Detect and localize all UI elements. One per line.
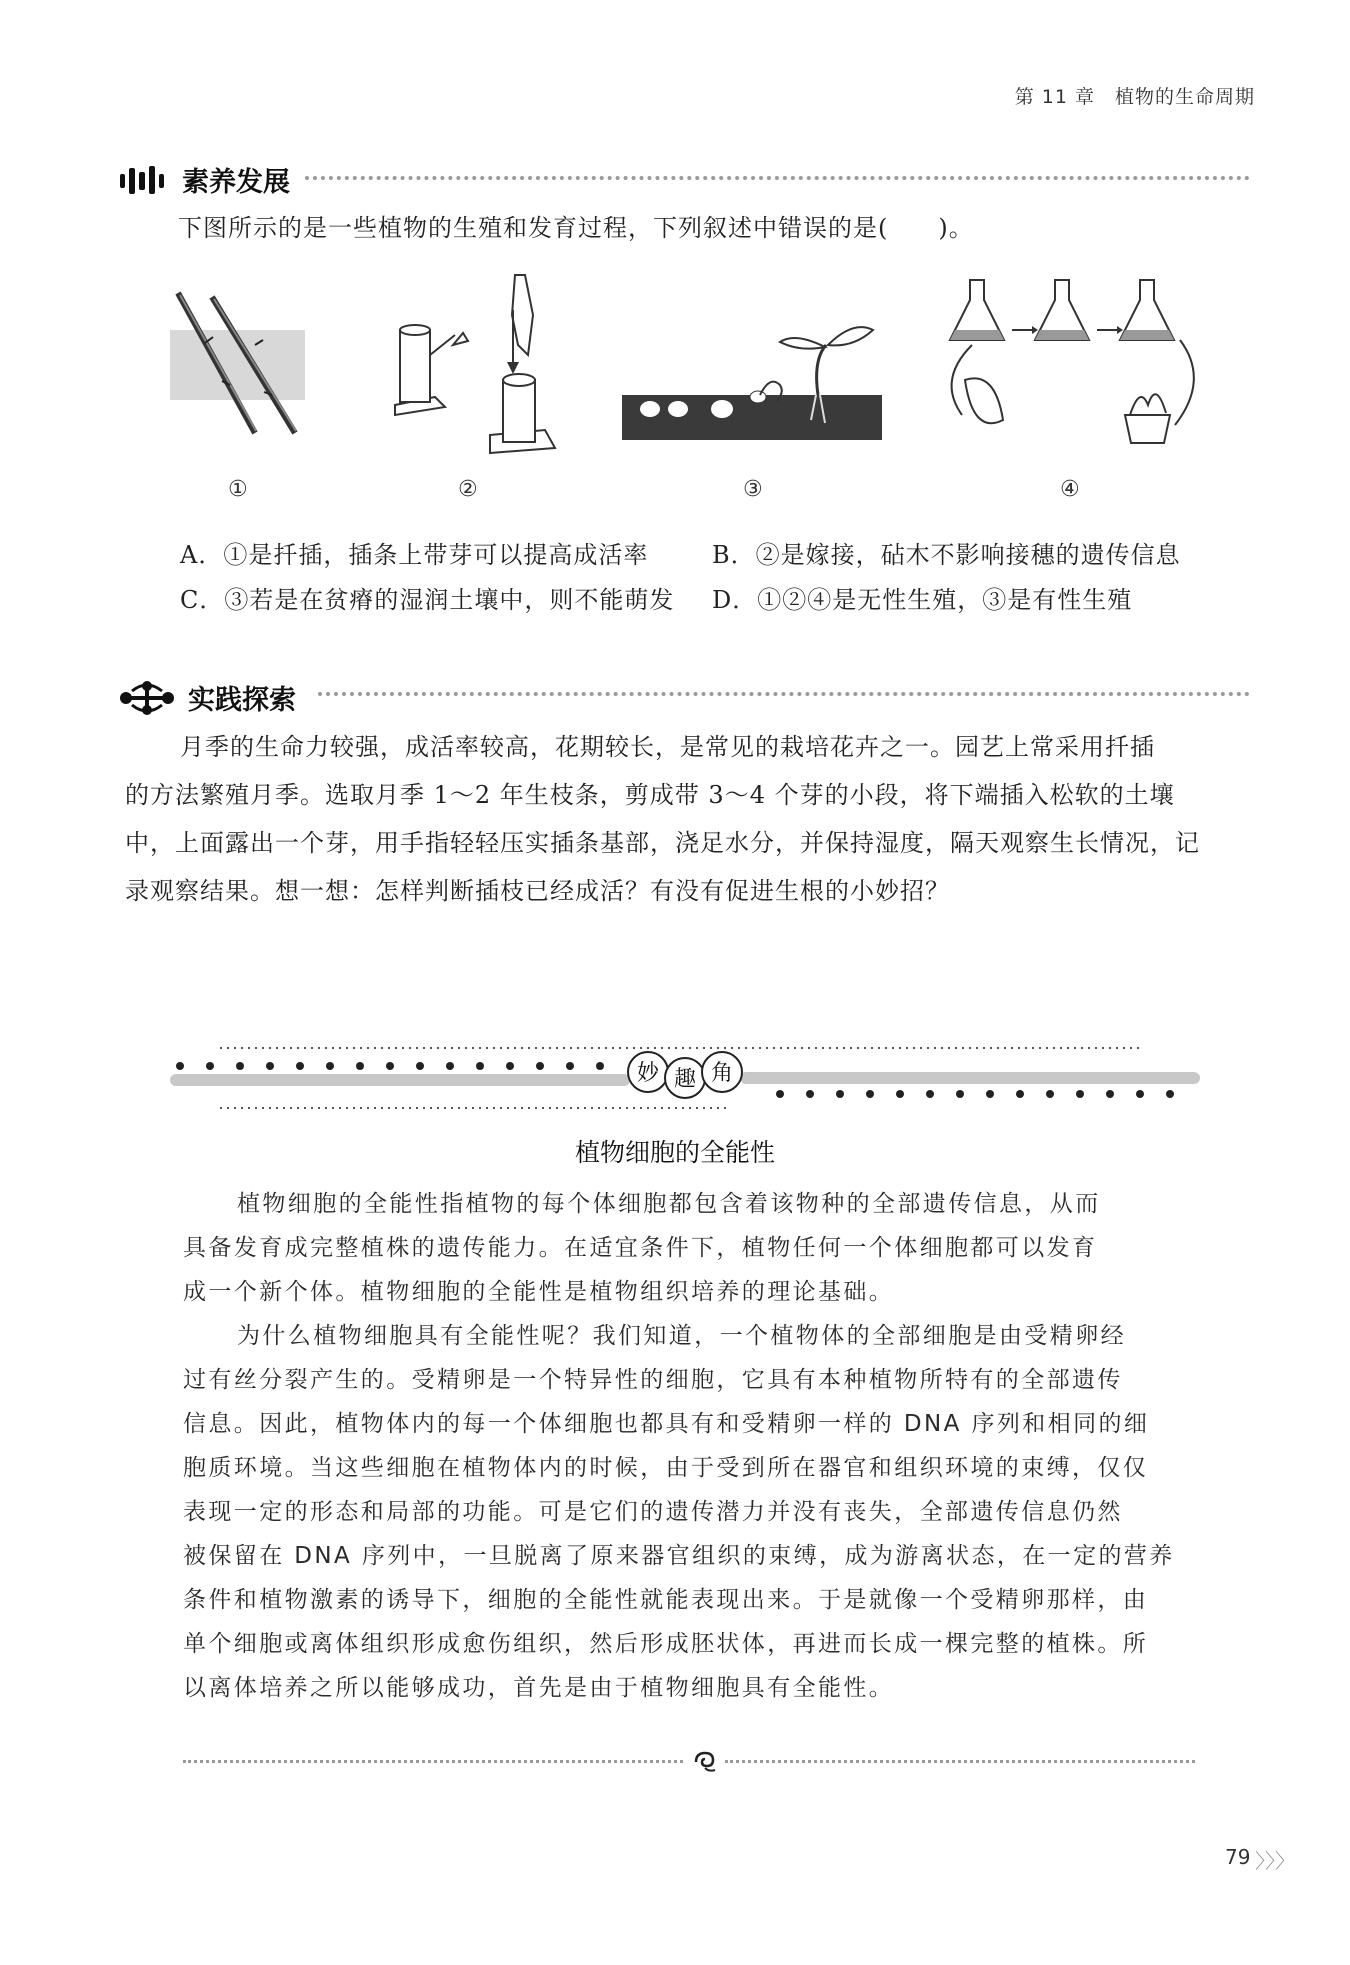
text-line: 条件和植物激素的诱导下，细胞的全能性就能表现出来。于是就像一个受精卵那样，由 <box>183 1587 1149 1613</box>
practice-paragraph <box>125 723 1245 915</box>
badge-char: 趣 <box>673 1067 697 1092</box>
bars-icon <box>118 165 170 195</box>
figure-germination <box>620 305 885 445</box>
option-c: C．③若是在贫瘠的湿润土壤中，则不能萌发 <box>180 586 675 614</box>
text-line: 的方法繁殖月季。选取月季 1～2 年生枝条，剪成带 3～4 个芽的小段，将下端插入松软的土壤 <box>125 781 1175 809</box>
question-text: 下图所示的是一些植物的生殖和发育过程，下列叙述中错误的是( )。 <box>178 214 974 242</box>
fun-corner-banner <box>170 1040 1200 1115</box>
figure-label-2: ② <box>458 477 478 502</box>
text-line: 以离体培养之所以能够成功，首先是由于植物细胞具有全能性。 <box>183 1675 895 1701</box>
divider <box>183 1760 683 1763</box>
figure-label-4: ④ <box>1060 477 1080 502</box>
figure-label-1: ① <box>228 477 248 502</box>
text-line: 单个细胞或离体组织形成愈伤组织，然后形成胚状体，再进而长成一棵完整的植株。所 <box>183 1631 1149 1657</box>
figure-grafting <box>365 270 565 460</box>
chapter-header: 第 11 章 植物的生命周期 <box>1014 86 1255 108</box>
option-b: B．②是嫁接，砧木不影响接穗的遗传信息 <box>712 541 1181 569</box>
figure-tissue-culture <box>940 275 1210 450</box>
molecule-icon <box>118 681 176 715</box>
text-line: 月季的生命力较强，成活率较高，花期较长，是常见的栽培花卉之一。园艺上常采用扦插 <box>180 733 1155 761</box>
text-line: 录观察结果。想一想：怎样判断插枝已经成活？有没有促进生根的小妙招？ <box>125 877 950 905</box>
figure-cutting <box>160 285 310 435</box>
section-heading-literacy <box>118 160 290 199</box>
text-line: 信息。因此，植物体内的每一个体细胞也都具有和受精卵一样的 DNA 序列和相同的细 <box>183 1411 1150 1437</box>
section-heading-practice <box>118 678 296 717</box>
text-line: 具备发育成完整植株的遗传能力。在适宜条件下，植物任何一个体细胞都可以发育 <box>183 1235 1098 1261</box>
swirl-ornament-icon <box>690 1748 720 1776</box>
figure-label-3: ③ <box>743 477 763 502</box>
section-title: 素养发展 <box>182 167 290 198</box>
fun-corner-body <box>183 1182 1193 1710</box>
page-number: 79 <box>1225 1845 1251 1869</box>
badge-char: 角 <box>710 1061 734 1086</box>
text-line: 植物细胞的全能性指植物的每个体细胞都包含着该物种的全部遗传信息，从而 <box>237 1191 1101 1217</box>
text-line: 表现一定的形态和局部的功能。可是它们的遗传潜力并没有丧失，全部遗传信息仍然 <box>183 1499 1123 1525</box>
text-line: 过有丝分裂产生的。受精卵是一个特异性的细胞，它具有本种植物所特有的全部遗传 <box>183 1367 1123 1393</box>
section-title: 实践探索 <box>188 685 296 716</box>
text-line: 为什么植物细胞具有全能性呢？我们知道，一个植物体的全部细胞是由受精卵经 <box>237 1323 1126 1349</box>
divider <box>725 1760 1195 1763</box>
text-line: 被保留在 DNA 序列中，一旦脱离了原来器官组织的束缚，成为游离状态，在一定的营养 <box>183 1543 1175 1569</box>
option-a: A．①是扦插，插条上带芽可以提高成活率 <box>180 541 649 569</box>
text-line: 成一个新个体。植物细胞的全能性是植物组织培养的理论基础。 <box>183 1279 895 1305</box>
page-arrows: 〉〉〉 <box>1255 1849 1295 1873</box>
fun-corner-title: 植物细胞的全能性 <box>574 1138 775 1167</box>
divider <box>305 176 1250 180</box>
text-line: 胞质环境。当这些细胞在植物体内的时候，由于受到所在器官和组织环境的束缚，仅仅 <box>183 1455 1149 1481</box>
divider <box>318 692 1250 696</box>
badge-char: 妙 <box>636 1061 660 1086</box>
text-line: 中，上面露出一个芽，用手指轻轻压实插条基部，浇足水分，并保持湿度，隔天观察生长情况，记 <box>125 829 1200 857</box>
option-d: D．①②④是无性生殖，③是有性生殖 <box>712 586 1133 614</box>
